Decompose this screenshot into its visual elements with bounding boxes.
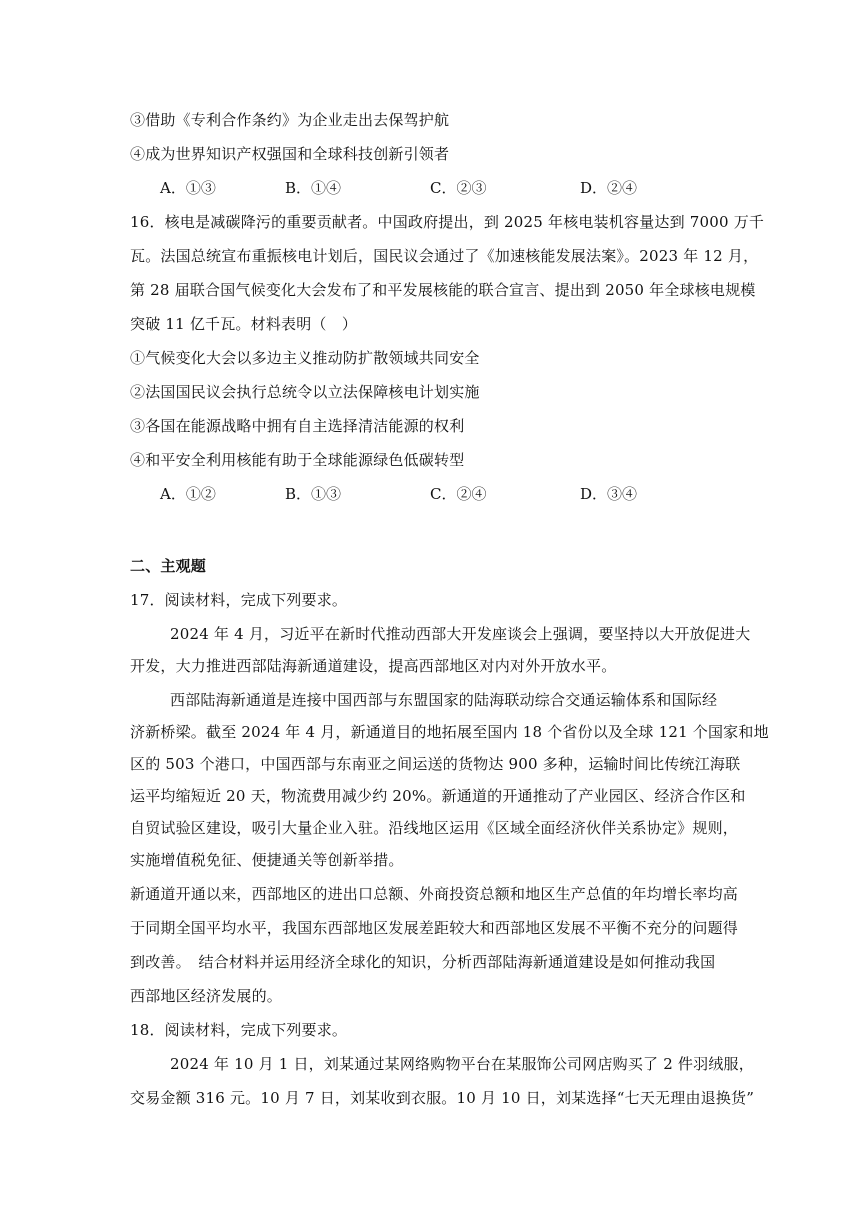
q16-stem-line: 第 28 届联合国气候变化大会发布了和平发展核能的联合宣言、提出到 2050 年全球核电规模 — [130, 281, 756, 299]
q18-intro: 18．阅读材料，完成下列要求。 — [130, 1021, 348, 1039]
q18-para1-line: 交易金额 316 元。10 月 7 日，刘某收到衣服。10 月 10 日，刘某选择“七天无理由退换货” — [130, 1089, 755, 1107]
q16-statement-1: ①气候变化大会以多边主义推动防扩散领域共同安全 — [130, 349, 480, 367]
q15-option-c: C．②③ — [430, 179, 487, 197]
section-heading: 二、主观题 — [130, 557, 207, 575]
q17-para3-line: 于同期全国平均水平，我国东西部地区发展差距较大和西部地区发展不平衡不充分的问题得 — [130, 919, 739, 937]
q17-para3-line: 到改善。 结合材料并运用经济全球化的知识，分析西部陆海新通道建设是如何推动我国 — [130, 953, 716, 971]
q16-option-b: B．①③ — [285, 485, 342, 503]
q16-stem-line: 16．核电是减碳降污的重要贡献者。中国政府提出，到 2025 年核电装机容量达到 7000 万千 — [130, 213, 765, 231]
q16-stem-line: 突破 11 亿千瓦。材料表明（ ） — [130, 315, 358, 333]
q17-para1-line: 2024 年 4 月，习近平在新时代推动西部大开发座谈会上强调，要坚持以大开放促进大 — [170, 625, 751, 643]
q17-para3-line: 新通道开通以来，西部地区的进出口总额、外商投资总额和地区生产总值的年均增长率均高 — [130, 885, 739, 903]
q16-statement-4: ④和平安全利用核能有助于全球能源绿色低碳转型 — [130, 451, 465, 469]
q17-para2-line: 自贸试验区建设，吸引大量企业入驻。沿线地区运用《区域全面经济伙伴关系协定》规则， — [130, 819, 739, 837]
q15-option-d: D．②④ — [580, 179, 638, 197]
q15-option-a: A．①③ — [160, 179, 216, 197]
q17-para3-line: 西部地区经济发展的。 — [130, 987, 283, 1005]
q17-para2-line: 济新桥梁。截至 2024 年 4 月，新通道目的地拓展至国内 18 个省份以及全球 121 个国家和地 — [130, 723, 769, 741]
q18-para1-line: 2024 年 10 月 1 日，刘某通过某网络购物平台在某服饰公司网店购买了 2 件羽绒服， — [170, 1055, 754, 1073]
q16-stem-line: 瓦。法国总统宣布重振核电计划后，国民议会通过了《加速核能发展法案》。2023 年 12 月， — [130, 247, 759, 265]
q16-statement-3: ③各国在能源战略中拥有自主选择清洁能源的权利 — [130, 417, 465, 435]
q17-para1-line: 开发，大力推进西部陆海新通道建设，提高西部地区对内对外开放水平。 — [130, 657, 617, 675]
q17-para2-line: 区的 503 个港口，中国西部与东南亚之间运送的货物达 900 多种，运输时间比传统江海联 — [130, 755, 741, 773]
q17-intro: 17．阅读材料，完成下列要求。 — [130, 591, 348, 609]
q17-para2-line: 实施增值税免征、便捷通关等创新举措。 — [130, 851, 404, 869]
q16-statement-2: ②法国国民议会执行总统令以立法保障核电计划实施 — [130, 383, 480, 401]
q17-para2-line: 西部陆海新通道是连接中国西部与东盟国家的陆海联动综合交通运输体系和国际经 — [170, 691, 718, 709]
q15-statement-3: ③借助《专利合作条约》为企业走出去保驾护航 — [130, 111, 450, 129]
q17-para2-line: 运平均缩短近 20 天，物流费用减少约 20%。新通道的开通推动了产业园区、经济合作区和 — [130, 787, 746, 805]
q15-statement-4: ④成为世界知识产权强国和全球科技创新引领者 — [130, 145, 450, 163]
q16-option-c: C．②④ — [430, 485, 487, 503]
q16-option-d: D．③④ — [580, 485, 638, 503]
q15-option-b: B．①④ — [285, 179, 342, 197]
q16-option-a: A．①② — [160, 485, 216, 503]
